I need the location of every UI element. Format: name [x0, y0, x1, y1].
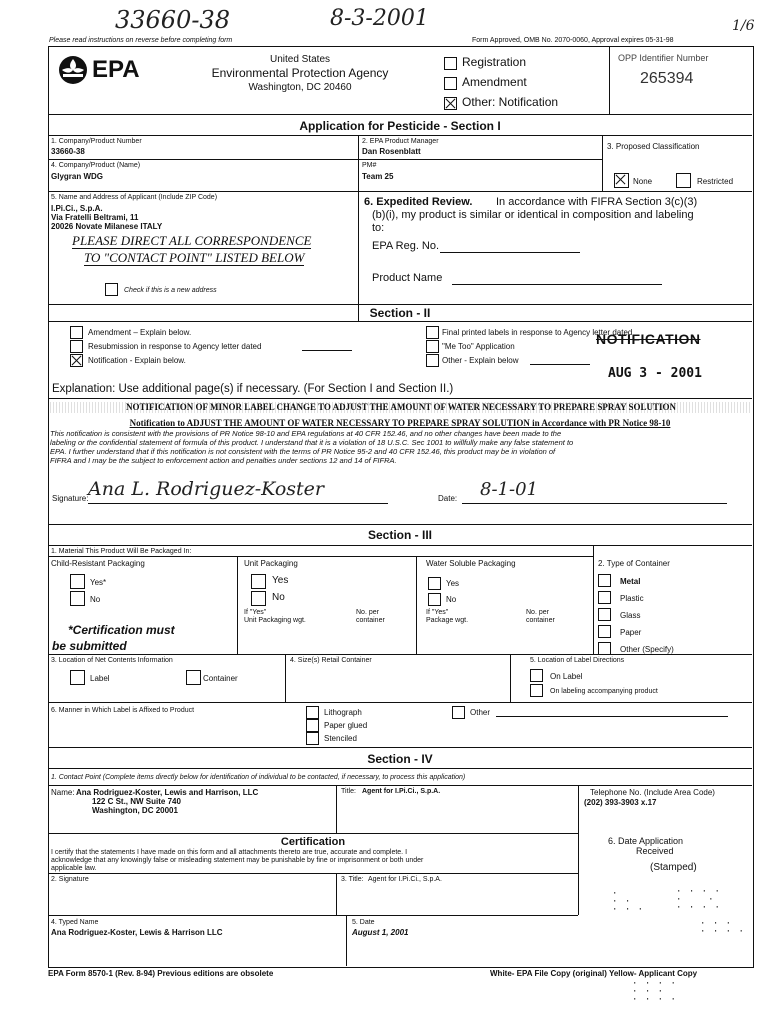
divider — [336, 785, 337, 833]
certification-note-1: *Certification must — [68, 623, 175, 637]
divider — [48, 398, 752, 399]
unit-packaging-label: Unit Packaging — [244, 559, 298, 568]
metal-label: Metal — [620, 577, 641, 586]
company-product-number[interactable]: 33660-38 — [51, 147, 85, 156]
paper-glued-label: Paper glued — [324, 721, 368, 730]
new-address-label: Check if this is a new address — [124, 287, 217, 294]
on-label-option: On Label — [550, 672, 583, 681]
applicant-line1[interactable]: I.Pi.Ci., S.p.A. — [51, 204, 103, 213]
form-id: EPA Form 8570-1 (Rev. 8-94) Previous editions are obsolete — [48, 969, 274, 978]
unit-no-label: No — [272, 592, 285, 603]
other-explain-label: Other - Explain below — [442, 356, 519, 365]
net-container-option: Container — [203, 674, 238, 683]
divider — [285, 654, 286, 702]
date-received-label: 6. Date Application — [608, 836, 684, 846]
divider — [578, 785, 579, 915]
certification-text-2: acknowledge that any knowingly false or misleading statement may be punishable by fine or imprisonment or both under — [51, 857, 424, 864]
material-label: 1. Material This Product Will Be Packaged In: — [51, 548, 192, 555]
contact-address-2[interactable]: Washington, DC 20001 — [92, 806, 178, 815]
section1-title: Application for Pesticide - Section I — [299, 119, 501, 133]
divider — [358, 135, 359, 321]
water-weight-label: Package wgt. — [426, 617, 469, 624]
water-no-label: No — [446, 595, 457, 604]
date-received-label-3: (Stamped) — [650, 862, 697, 873]
notification-banner — [50, 402, 752, 413]
resubmission-label: Resubmission in response to Agency letter dated — [88, 342, 262, 351]
amendment-label: Amendment — [462, 75, 527, 89]
contact-point-label: 1. Contact Point (Complete items directly below for identification of individual to be contacted, if necessary, to process this application) — [51, 774, 466, 781]
me-too-label: "Me Too" Application — [442, 342, 515, 351]
plastic-checkbox[interactable] — [598, 591, 611, 604]
agency-line1: United States — [269, 54, 331, 65]
section4-title: Section - IV — [367, 752, 433, 766]
agency-line3: Washington, DC 20460 — [248, 82, 352, 93]
date-received-label-2: Received — [636, 846, 674, 856]
notification-title: Notification to ADJUST THE AMOUNT OF WATER NECESSARY TO PREPARE SPRAY SOLUTION in Accordance with PR Notice 98-10 — [129, 418, 671, 428]
child-no-checkbox[interactable] — [70, 591, 85, 606]
on-label-checkbox[interactable] — [530, 669, 543, 682]
notification-banner-text: NOTIFICATION OF MINOR LABEL CHANGE TO ADJUST THE AMOUNT OF WATER NECESSARY TO PREPARE SPRAY SOLUTION — [50, 402, 752, 413]
divider — [346, 915, 347, 966]
divider — [48, 873, 578, 874]
omb-note: Form Approved, OMB No. 2070-0060, Approval expires 05-31-98 — [472, 37, 674, 44]
glass-checkbox[interactable] — [598, 608, 611, 621]
other-container-label: Other (Specify) — [620, 645, 674, 654]
unit-yes-checkbox[interactable] — [251, 574, 266, 589]
notification-body-4: FIFRA and I may be the subject to enforcement action and penalties under sections 12 and 14 of FIFRA. — [50, 456, 397, 465]
water-yes-checkbox[interactable] — [428, 577, 441, 590]
received-date-stamp: AUG 3 - 2001 — [608, 366, 702, 381]
stamp-dots-3: · · · · · · · — [700, 919, 745, 937]
epa-reg-no-label: EPA Reg. No. — [372, 240, 440, 252]
notification-explain-checkbox[interactable] — [70, 354, 83, 367]
unit-no-per: No. per — [356, 609, 379, 616]
divider — [48, 191, 752, 192]
product-manager[interactable]: Dan Rosenblatt — [362, 147, 421, 156]
resubmission-checkbox[interactable] — [70, 340, 83, 353]
certification-title: Certification — [280, 836, 346, 848]
divider — [48, 556, 593, 557]
date-field-label: 5. Date — [352, 919, 375, 926]
section3-title: Section - III — [367, 528, 432, 542]
divider — [48, 114, 752, 115]
divider — [609, 46, 610, 114]
typed-name-label: 4. Typed Name — [51, 919, 99, 926]
certification-text-1: I certify that the statements I have made on this form and all attachments thereto are true, accurate and complete. I — [51, 849, 408, 856]
divider — [48, 747, 752, 748]
on-labeling-checkbox[interactable] — [530, 684, 543, 697]
phone-value[interactable]: (202) 393-3903 x.17 — [584, 798, 657, 807]
signature-date[interactable]: 8-1-01 — [480, 479, 538, 500]
applicant-line2[interactable]: Via Fratelli Beltrami, 11 — [51, 213, 139, 222]
divider — [48, 545, 752, 546]
child-yes-checkbox[interactable] — [70, 574, 85, 589]
expedited-text2: (b)(i), my product is similar or identical in composition and labeling — [372, 209, 694, 221]
amendment-explain-checkbox[interactable] — [70, 326, 83, 339]
notification-body-1: This notification is consistent with the provisions of PR Notice 98-10 and EPA regulations at 40 CFR 152.46, and no other changes have been made to the — [50, 429, 562, 438]
water-yes-label: Yes — [446, 579, 460, 588]
resubmission-date-field[interactable] — [302, 350, 352, 351]
unit-yes-label: Yes — [272, 575, 289, 586]
date-line — [462, 503, 727, 504]
contact-name[interactable]: Ana Rodriguez-Koster, Lewis and Harrison, LLC — [76, 788, 259, 797]
instructions-note: Please read instructions on reverse before completing form — [49, 37, 233, 44]
registration-checkbox[interactable] — [444, 57, 457, 70]
child-no-label: No — [90, 595, 101, 604]
product-name[interactable]: Glygran WDG — [51, 172, 104, 181]
amendment-explain-label: Amendment – Explain below. — [88, 328, 192, 337]
stamp-dots-1: · · · · · · — [612, 889, 645, 915]
handwritten-date: 8-3-2001 — [330, 6, 429, 31]
stamp-dots-2: · · · · · · · · · · — [676, 887, 721, 913]
metal-checkbox[interactable] — [598, 574, 611, 587]
divider — [48, 304, 752, 305]
water-if-yes: If "Yes" — [426, 609, 449, 616]
contact-title-label: Title: — [341, 788, 356, 795]
other-affix-field[interactable] — [496, 716, 728, 717]
plastic-label: Plastic — [620, 594, 644, 603]
stenciled-checkbox[interactable] — [306, 732, 319, 745]
signature-field-label: 2. Signature — [51, 876, 89, 883]
me-too-checkbox[interactable] — [426, 340, 439, 353]
notification-body-2: labeling or the confidential statement of formula of this product. I understand that it is a violation of 18 U.S.C. Sec 1001 to willfully make any false statement to — [50, 438, 574, 447]
child-yes-label: Yes* — [90, 578, 107, 587]
contact-address-1[interactable]: 122 C St., NW Suite 740 — [92, 797, 181, 806]
opp-label: OPP Identifier Number — [618, 53, 709, 63]
registration-label: Registration — [462, 55, 527, 69]
copy-distribution: White- EPA File Copy (original) Yellow- Applicant Copy — [490, 969, 698, 978]
expedited-text1: In accordance with FIFRA Section 3(c)(3) — [496, 196, 698, 208]
handwritten-reg-number: 33660-38 — [115, 6, 230, 34]
paper-checkbox[interactable] — [598, 625, 611, 638]
epa-logo-text: EPA — [92, 56, 140, 83]
unit-weight-label: Unit Packaging wgt. — [244, 617, 306, 624]
net-label-option: Label — [90, 674, 110, 683]
divider — [48, 702, 752, 703]
title-field-value[interactable]: Agent for I.Pi.Ci., S.p.A. — [368, 876, 442, 883]
divider — [602, 135, 603, 191]
other-explain-checkbox[interactable] — [426, 354, 439, 367]
correspondence-note-2: TO "CONTACT POINT" LISTED BELOW — [84, 250, 305, 265]
net-label-checkbox[interactable] — [70, 670, 85, 685]
name-label: Name: — [51, 788, 75, 797]
amendment-checkbox[interactable] — [444, 77, 457, 90]
notification-stamp: NOTIFICATION — [596, 331, 701, 347]
date-field-value[interactable]: August 1, 2001 — [352, 928, 409, 937]
notification-body-3: EPA. I further understand that if this notification is not consistent with the terms of PR Notice 95-2 and 40 CFR 152.46, this product may be in violation of — [50, 447, 556, 456]
pm-label: PM# — [362, 162, 377, 169]
contact-title[interactable]: Agent for I.Pi.Ci., S.p.A. — [362, 788, 441, 795]
stamp-dots-4: · · · · · · · · · · · — [632, 979, 677, 1005]
retail-size-label: 4. Size(s) Retail Container — [290, 657, 372, 664]
container-type-label: 2. Type of Container — [598, 559, 670, 568]
paper-label: Paper — [620, 628, 642, 637]
on-labeling-option: On labeling accompanying product — [550, 688, 658, 695]
unit-no-checkbox[interactable] — [251, 591, 266, 606]
other-notification-checkbox[interactable] — [444, 97, 457, 110]
divider — [510, 654, 511, 702]
product-manager-label: 2. EPA Product Manager — [362, 138, 439, 145]
final-labels-label: Final printed labels in response to Agency letter dated — [442, 328, 633, 337]
divider — [48, 915, 578, 916]
water-container: container — [526, 617, 555, 624]
label-directions-label: 5. Location of Label Directions — [530, 657, 625, 664]
unit-if-yes: If "Yes" — [244, 609, 267, 616]
divider — [237, 556, 238, 654]
none-checkbox[interactable] — [614, 173, 629, 188]
none-label: None — [633, 177, 653, 186]
phone-label: Telephone No. (Include Area Code) — [590, 788, 715, 797]
restricted-checkbox[interactable] — [676, 173, 691, 188]
epa-reg-no-field[interactable] — [440, 252, 580, 253]
net-container-checkbox[interactable] — [186, 670, 201, 685]
divider — [48, 785, 752, 786]
divider — [48, 321, 752, 322]
expedited-review-label: 6. Expedited Review. — [364, 196, 473, 208]
other-affix-label: Other — [470, 708, 491, 717]
title-field-label: 3. Title: — [341, 876, 364, 883]
applicant-line3[interactable]: 20026 Novate Milanese ITALY — [51, 222, 163, 231]
agency-line2: Environmental Protection Agency — [211, 66, 389, 80]
signature[interactable]: Ana L. Rodriguez-Koster — [88, 478, 324, 500]
restricted-label: Restricted — [697, 177, 734, 186]
signature-label: Signature: — [52, 494, 89, 503]
child-resistant-label: Child-Resistant Packaging — [51, 559, 145, 568]
divider — [48, 524, 752, 525]
stenciled-label: Stenciled — [324, 734, 357, 743]
correspondence-note-1: PLEASE DIRECT ALL CORRESPONDENCE — [72, 233, 312, 248]
divider — [48, 768, 752, 769]
final-labels-checkbox[interactable] — [426, 326, 439, 339]
water-soluble-label: Water Soluble Packaging — [426, 559, 516, 568]
opp-value: 265394 — [640, 70, 694, 87]
epa-logo — [58, 55, 88, 90]
section2-title: Section - II — [369, 306, 431, 320]
net-contents-label: 3. Location of Net Contents Information — [51, 657, 173, 664]
divider — [48, 654, 752, 655]
epa-flower-icon — [58, 55, 88, 85]
product-name-label: 4. Company/Product (Name) — [51, 162, 141, 169]
divider — [416, 556, 417, 654]
water-no-checkbox[interactable] — [428, 593, 441, 606]
applicant-address-label: 5. Name and Address of Applicant (Include ZIP Code) — [51, 194, 218, 201]
lithograph-label: Lithograph — [324, 708, 362, 717]
divider — [48, 135, 752, 136]
unit-container: container — [356, 617, 385, 624]
product-name-field[interactable] — [452, 284, 662, 285]
company-product-number-label: 1. Company/Product Number — [51, 138, 142, 145]
certification-text-3: applicable law. — [51, 865, 97, 872]
other-affix-checkbox[interactable] — [452, 706, 465, 719]
product-name-label-6: Product Name — [372, 272, 443, 284]
notification-explain-label: Notification - Explain below. — [88, 356, 186, 365]
other-notification-label: Other: Notification — [462, 95, 559, 109]
proposed-classification-label: 3. Proposed Classification — [607, 142, 700, 151]
pm-value[interactable]: Team 25 — [362, 172, 394, 181]
new-address-checkbox[interactable] — [105, 283, 118, 296]
handwritten-page: 1/6 — [732, 18, 755, 34]
divider — [336, 873, 337, 915]
label-affixed-label: 6. Manner in Which Label is Affixed to Product — [51, 707, 195, 714]
typed-name[interactable]: Ana Rodriguez-Koster, Lewis & Harrison LLC — [51, 928, 223, 937]
explanation-label: Explanation: Use additional page(s) if necessary. (For Section I and Section II.) — [52, 383, 454, 395]
divider — [530, 364, 590, 365]
water-no-per: No. per — [526, 609, 549, 616]
expedited-text3: to: — [372, 222, 385, 234]
divider — [48, 159, 602, 160]
divider — [48, 833, 578, 834]
certification-note-2: be submitted — [52, 639, 127, 653]
signature-line — [88, 503, 388, 504]
paper-glued-checkbox[interactable] — [306, 719, 319, 732]
date-label: Date: — [438, 494, 458, 503]
lithograph-checkbox[interactable] — [306, 706, 319, 719]
glass-label: Glass — [620, 611, 641, 620]
divider — [593, 545, 594, 654]
